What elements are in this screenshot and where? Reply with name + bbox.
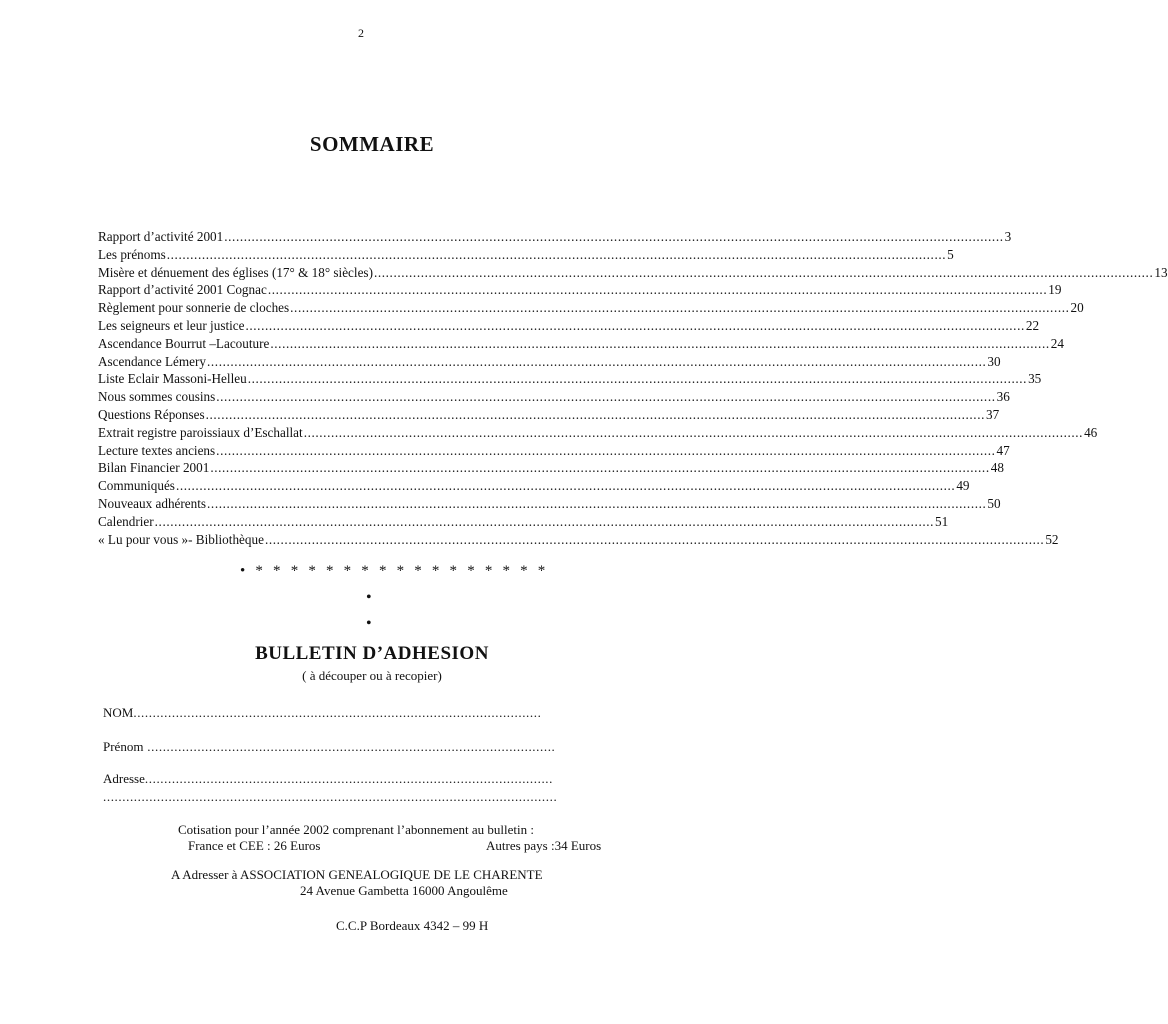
toc-leader-dots: ........................................................................................................................................................................................................: [216, 442, 996, 458]
toc-leader-dots: ........................................................................................................................................................................................................: [247, 371, 1028, 387]
toc-entry: [98, 228, 1012, 246]
asterisk-divider: • * * * * * * * * * * * * * * * * *: [240, 563, 549, 579]
toc-entry: [98, 299, 1084, 317]
toc-leader-dots: ........................................................................................................................................................................................................: [205, 406, 985, 422]
mailing-address-line-1: A Adresser à ASSOCIATION GENEALOGIQUE DE LE CHARENTE: [171, 867, 543, 882]
toc-entry: [98, 477, 970, 495]
toc-entry: [98, 317, 1040, 335]
toc-entry: [98, 370, 1042, 388]
mailing-address-line-2: 24 Avenue Gambetta 16000 Angoulême: [300, 883, 508, 898]
toc-leader-dots: ........................................................................................................................................................................................................: [264, 531, 1045, 547]
toc-entry-page: 49: [956, 478, 970, 494]
toc-leader-dots: ........................................................................................................................................................................................................: [267, 282, 1048, 298]
toc-entry-page: 47: [996, 442, 1010, 458]
toc-entry-title: Liste Eclair Massoni-Helleu: [98, 371, 247, 387]
toc-entry-title: Ascendance Bourrut –Lacouture: [98, 335, 270, 351]
adresse-field[interactable]: [103, 771, 606, 787]
toc-leader-dots: ........................................................................................................................................................................................................: [224, 229, 1004, 244]
toc-entry: [98, 388, 1010, 406]
toc-entry: [98, 459, 1004, 477]
toc-entry-title: Misère et dénuement des églises (17° & 18° siècles): [98, 264, 373, 280]
toc-leader-dots: ........................................................................................................................................................................................................: [207, 495, 987, 511]
toc-entry-title: Lecture textes anciens: [98, 442, 216, 458]
toc-entry-title: Les seigneurs et leur justice: [98, 317, 245, 333]
toc-entry-page: 20: [1070, 300, 1084, 316]
ccp-account: C.C.P Bordeaux 4342 – 99 H: [336, 918, 489, 933]
page-title: SOMMAIRE: [309, 132, 435, 156]
dotted-line: ..........................................................................................................: [133, 705, 542, 720]
fee-france: France et CEE : 26 Euros: [188, 838, 321, 853]
toc-entry: [98, 513, 949, 531]
adresse-line-2[interactable]: [103, 789, 606, 805]
bullet-point: •: [366, 615, 372, 632]
toc-leader-dots: ........................................................................................................................................................................................................: [290, 300, 1070, 316]
dotted-line: ..........................................................................................................: [144, 771, 553, 786]
toc-leader-dots: ........................................................................................................................................................................................................: [207, 353, 987, 369]
toc-entry: [98, 281, 1062, 299]
toc-entry-page: 46: [1084, 424, 1098, 440]
toc-entry-page: 5: [947, 246, 954, 262]
toc-entry: [98, 335, 1064, 353]
toc-entry-title: Rapport d’activité 2001: [98, 229, 224, 244]
toc-entry-page: 35: [1028, 371, 1042, 387]
toc-entry-page: 13: [1154, 264, 1168, 280]
form-subtitle: ( à découper ou à recopier): [302, 668, 442, 683]
toc-entry-title: Règlement pour sonnerie de cloches: [98, 300, 290, 316]
toc-leader-dots: ........................................................................................................................................................................................................: [373, 264, 1154, 280]
table-of-contents: [98, 228, 1168, 548]
prenom-label: Prénom: [103, 739, 144, 754]
toc-entry-title: Calendrier: [98, 513, 154, 529]
nom-field[interactable]: [103, 705, 599, 721]
toc-entry-page: 19: [1048, 282, 1062, 298]
toc-entry-title: Rapport d’activité 2001 Cognac: [98, 282, 267, 298]
nom-label: NOM: [103, 705, 134, 720]
toc-entry: [98, 424, 1098, 442]
toc-entry-title: « Lu pour vous »- Bibliothèque: [98, 531, 264, 547]
toc-entry-page: 22: [1025, 317, 1040, 333]
toc-leader-dots: ........................................................................................................................................................................................................: [154, 513, 935, 529]
toc-leader-dots: ........................................................................................................................................................................................................: [270, 335, 1050, 351]
toc-entry-title: Nous sommes cousins: [98, 389, 216, 405]
prenom-field[interactable]: [103, 739, 601, 755]
toc-entry-page: 3: [1004, 229, 1012, 244]
toc-entry-page: 30: [987, 353, 1001, 369]
adresse-label: Adresse: [103, 771, 145, 786]
toc-entry: [98, 406, 1000, 424]
toc-leader-dots: ........................................................................................................................................................................................................: [210, 460, 990, 476]
page-number: 2: [358, 26, 364, 40]
toc-entry: [98, 495, 1001, 513]
toc-entry-page: 37: [985, 406, 1000, 422]
toc-entry-page: 48: [990, 460, 1004, 476]
toc-leader-dots: ........................................................................................................................................................................................................: [303, 424, 1084, 440]
toc-leader-dots: ........................................................................................................................................................................................................: [175, 478, 956, 494]
toc-entry-title: Nouveaux adhérents: [98, 495, 207, 511]
fee-description: Cotisation pour l’année 2002 comprenant l’abonnement au bulletin :: [178, 822, 534, 837]
toc-entry-page: 50: [987, 495, 1001, 511]
toc-leader-dots: ........................................................................................................................................................................................................: [216, 389, 996, 405]
dotted-line: ..........................................................................................................: [143, 739, 556, 754]
toc-entry-title: Bilan Financier 2001: [98, 460, 210, 476]
toc-entry-title: Communiqués: [98, 478, 175, 494]
toc-entry-title: Ascendance Lémery: [98, 353, 207, 369]
toc-entry-title: Questions Réponses: [98, 406, 205, 422]
form-title: BULLETIN D’ADHESION: [255, 643, 489, 664]
toc-entry: [98, 442, 1010, 460]
toc-entry: [98, 246, 954, 264]
toc-entry-page: 36: [996, 389, 1010, 405]
toc-entry: [98, 264, 1168, 282]
toc-entry-title: Extrait registre paroissiaux d’Eschallat: [98, 424, 303, 440]
toc-entry-title: Les prénoms: [98, 246, 166, 262]
toc-leader-dots: ........................................................................................................................................................................................................: [166, 246, 947, 262]
toc-entry-page: 51: [935, 513, 949, 529]
toc-entry-page: 24: [1050, 335, 1064, 351]
bullet-point: •: [366, 589, 372, 606]
toc-leader-dots: ........................................................................................................................................................................................................: [245, 317, 1025, 333]
fee-other-countries: Autres pays :34 Euros: [486, 838, 602, 853]
toc-entry: [98, 531, 1059, 549]
toc-entry-page: 52: [1045, 531, 1059, 547]
dotted-line: ......................................................................................................................: [103, 789, 558, 804]
toc-entry: [98, 353, 1001, 371]
